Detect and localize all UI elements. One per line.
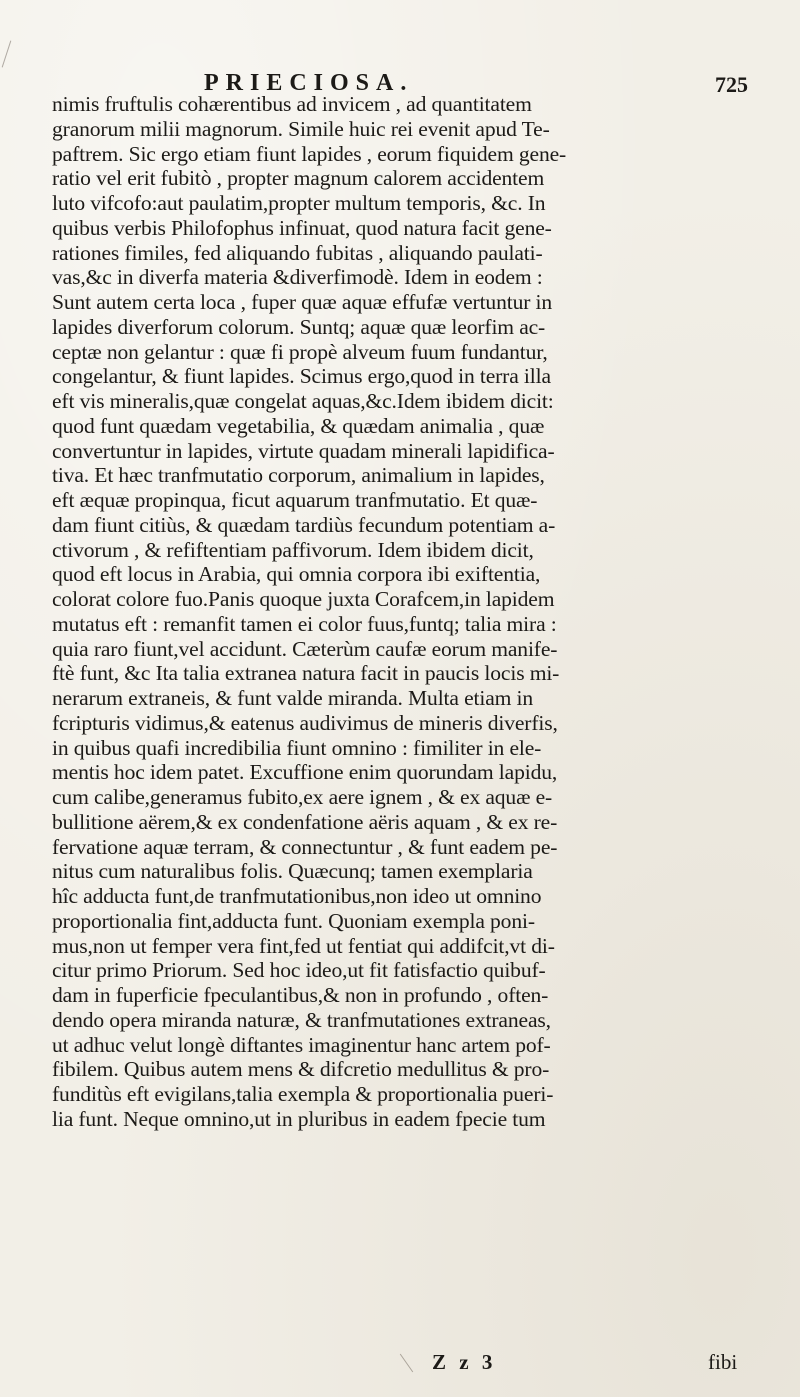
- text-line: paftrem. Sic ergo etiam fiunt lapides , eorum fiquidem gene-: [52, 141, 567, 166]
- text-line: ceptæ non gelantur : quæ fi propè alveum fuum fundantur,: [52, 339, 548, 364]
- text-line: eft æquæ propinqua, ficut aquarum tranfmutatio. Et quæ-: [52, 488, 538, 512]
- text-line: lia funt. Neque omnino,ut in pluribus in eadem fpecie tum: [52, 1106, 546, 1131]
- page-number: 725: [715, 72, 748, 97]
- text-line: luto vifcofo:aut paulatim,propter multum temporis, &c. In: [52, 191, 546, 215]
- text-line: rationes fimiles, fed aliquando fubitas , aliquando paulati-: [52, 240, 543, 265]
- text-line: ratio vel erit fubitò , propter magnum calorem accidentem: [52, 166, 545, 191]
- running-head: PRIECIOSA.: [204, 70, 414, 96]
- text-line: tiva. Et hæc tranfmutatio corporum, animalium in lapides,: [52, 463, 545, 488]
- text-line: quibus verbis Philofophus infinuat, quod natura facit gene-: [52, 215, 552, 240]
- text-line: fibilem. Quibus autem mens & difcretio medullitus & pro-: [52, 1057, 550, 1082]
- text-line: in quibus quafi incredibilia fiunt omnino : fimiliter in ele-: [52, 735, 542, 760]
- text-line: bullitione aërem,& ex condenfatione aëris aquam , & ex re-: [52, 809, 558, 834]
- text-line: funditùs eft evigilans,talia exempla & proportionalia pueri-: [52, 1082, 554, 1106]
- text-line: eft vis mineralis,quæ congelat aquas,&c.Idem ibidem dicit:: [52, 389, 554, 413]
- text-line: citur primo Priorum. Sed hoc ideo,ut fit fatisfactio quibuf-: [52, 958, 546, 983]
- body-text: [52, 92, 792, 1132]
- text-line: quod funt quædam vegetabilia, & quædam animalia , quæ: [52, 413, 545, 438]
- text-line: ftè funt, &c Ita talia extranea natura facit in paucis locis mi-: [52, 661, 560, 686]
- text-line: granorum milii magnorum. Simile huic rei evenit apud Te-: [52, 116, 550, 141]
- text-line: mutatus eft : remanfit tamen ei color fuus,funtq; talia mira :: [52, 611, 557, 636]
- text-line: mus,non ut femper vera fint,fed ut fentiat qui addifcit,vt di-: [52, 933, 555, 958]
- text-line: quod eft locus in Arabia, qui omnia corpora ibi exiftentia,: [52, 562, 541, 587]
- catchword: fibi: [708, 1350, 738, 1374]
- signature-mark: Z z 3: [432, 1350, 497, 1374]
- text-line: quia raro fiunt,vel accidunt. Cæterùm caufæ eorum manife-: [52, 636, 558, 661]
- text-line: congelantur, & fiunt lapides. Scimus ergo,quod in terra illa: [52, 364, 551, 389]
- text-line: cum calibe,generamus fubito,ex aere ignem , & ex aquæ e-: [52, 785, 553, 809]
- text-line: colorat colore fuo.Panis quoque juxta Corafcem,in lapidem: [52, 587, 555, 611]
- text-line: nimis fruftulis cohærentibus ad invicem , ad quantitatem: [52, 92, 532, 116]
- text-line: mentis hoc idem patet. Excuffione enim quorundam lapidu,: [52, 760, 558, 785]
- text-line: nerarum extraneis, & funt valde miranda. Multa etiam in: [52, 686, 534, 710]
- text-line: ctivorum , & refiftentiam paffivorum. Idem ibidem dicit,: [52, 537, 534, 562]
- text-line: fcripturis vidimus,& eatenus audivimus de mineris diverfis,: [52, 710, 558, 735]
- text-line: fervatione aquæ terram, & connectuntur , & funt eadem pe-: [52, 834, 558, 859]
- text-line: proportionalia fint,adducta funt. Quoniam exempla poni-: [52, 908, 535, 933]
- scan-mark: [2, 41, 12, 68]
- text-line: Sunt autem certa loca , fuper quæ aquæ effufæ vertuntur in: [52, 290, 553, 314]
- text-line: dam in fuperficie fpeculantibus,& non in profundo , often-: [52, 983, 549, 1007]
- text-line: dam fiunt citiùs, & quædam tardiùs fecundum potentiam a-: [52, 512, 556, 537]
- text-line: lapides diverforum colorum. Suntq; aquæ quæ leorfim ac-: [52, 314, 546, 339]
- text-line: hîc adducta funt,de tranfmutationibus,non ideo ut omnino: [52, 884, 542, 908]
- text-line: convertuntur in lapides, virtute quadam minerali lapidifica-: [52, 438, 555, 463]
- text-line: ut adhuc velut longè diftantes imaginentur hanc artem pof-: [52, 1032, 551, 1057]
- text-line: nitus cum naturalibus folis. Quæcunq; tamen exemplaria: [52, 859, 533, 884]
- text-line: vas,&c in diverfa materia &diverfimodè. Idem in eodem :: [52, 265, 543, 290]
- text-line: dendo opera miranda naturæ, & tranfmutationes extraneas,: [52, 1007, 551, 1032]
